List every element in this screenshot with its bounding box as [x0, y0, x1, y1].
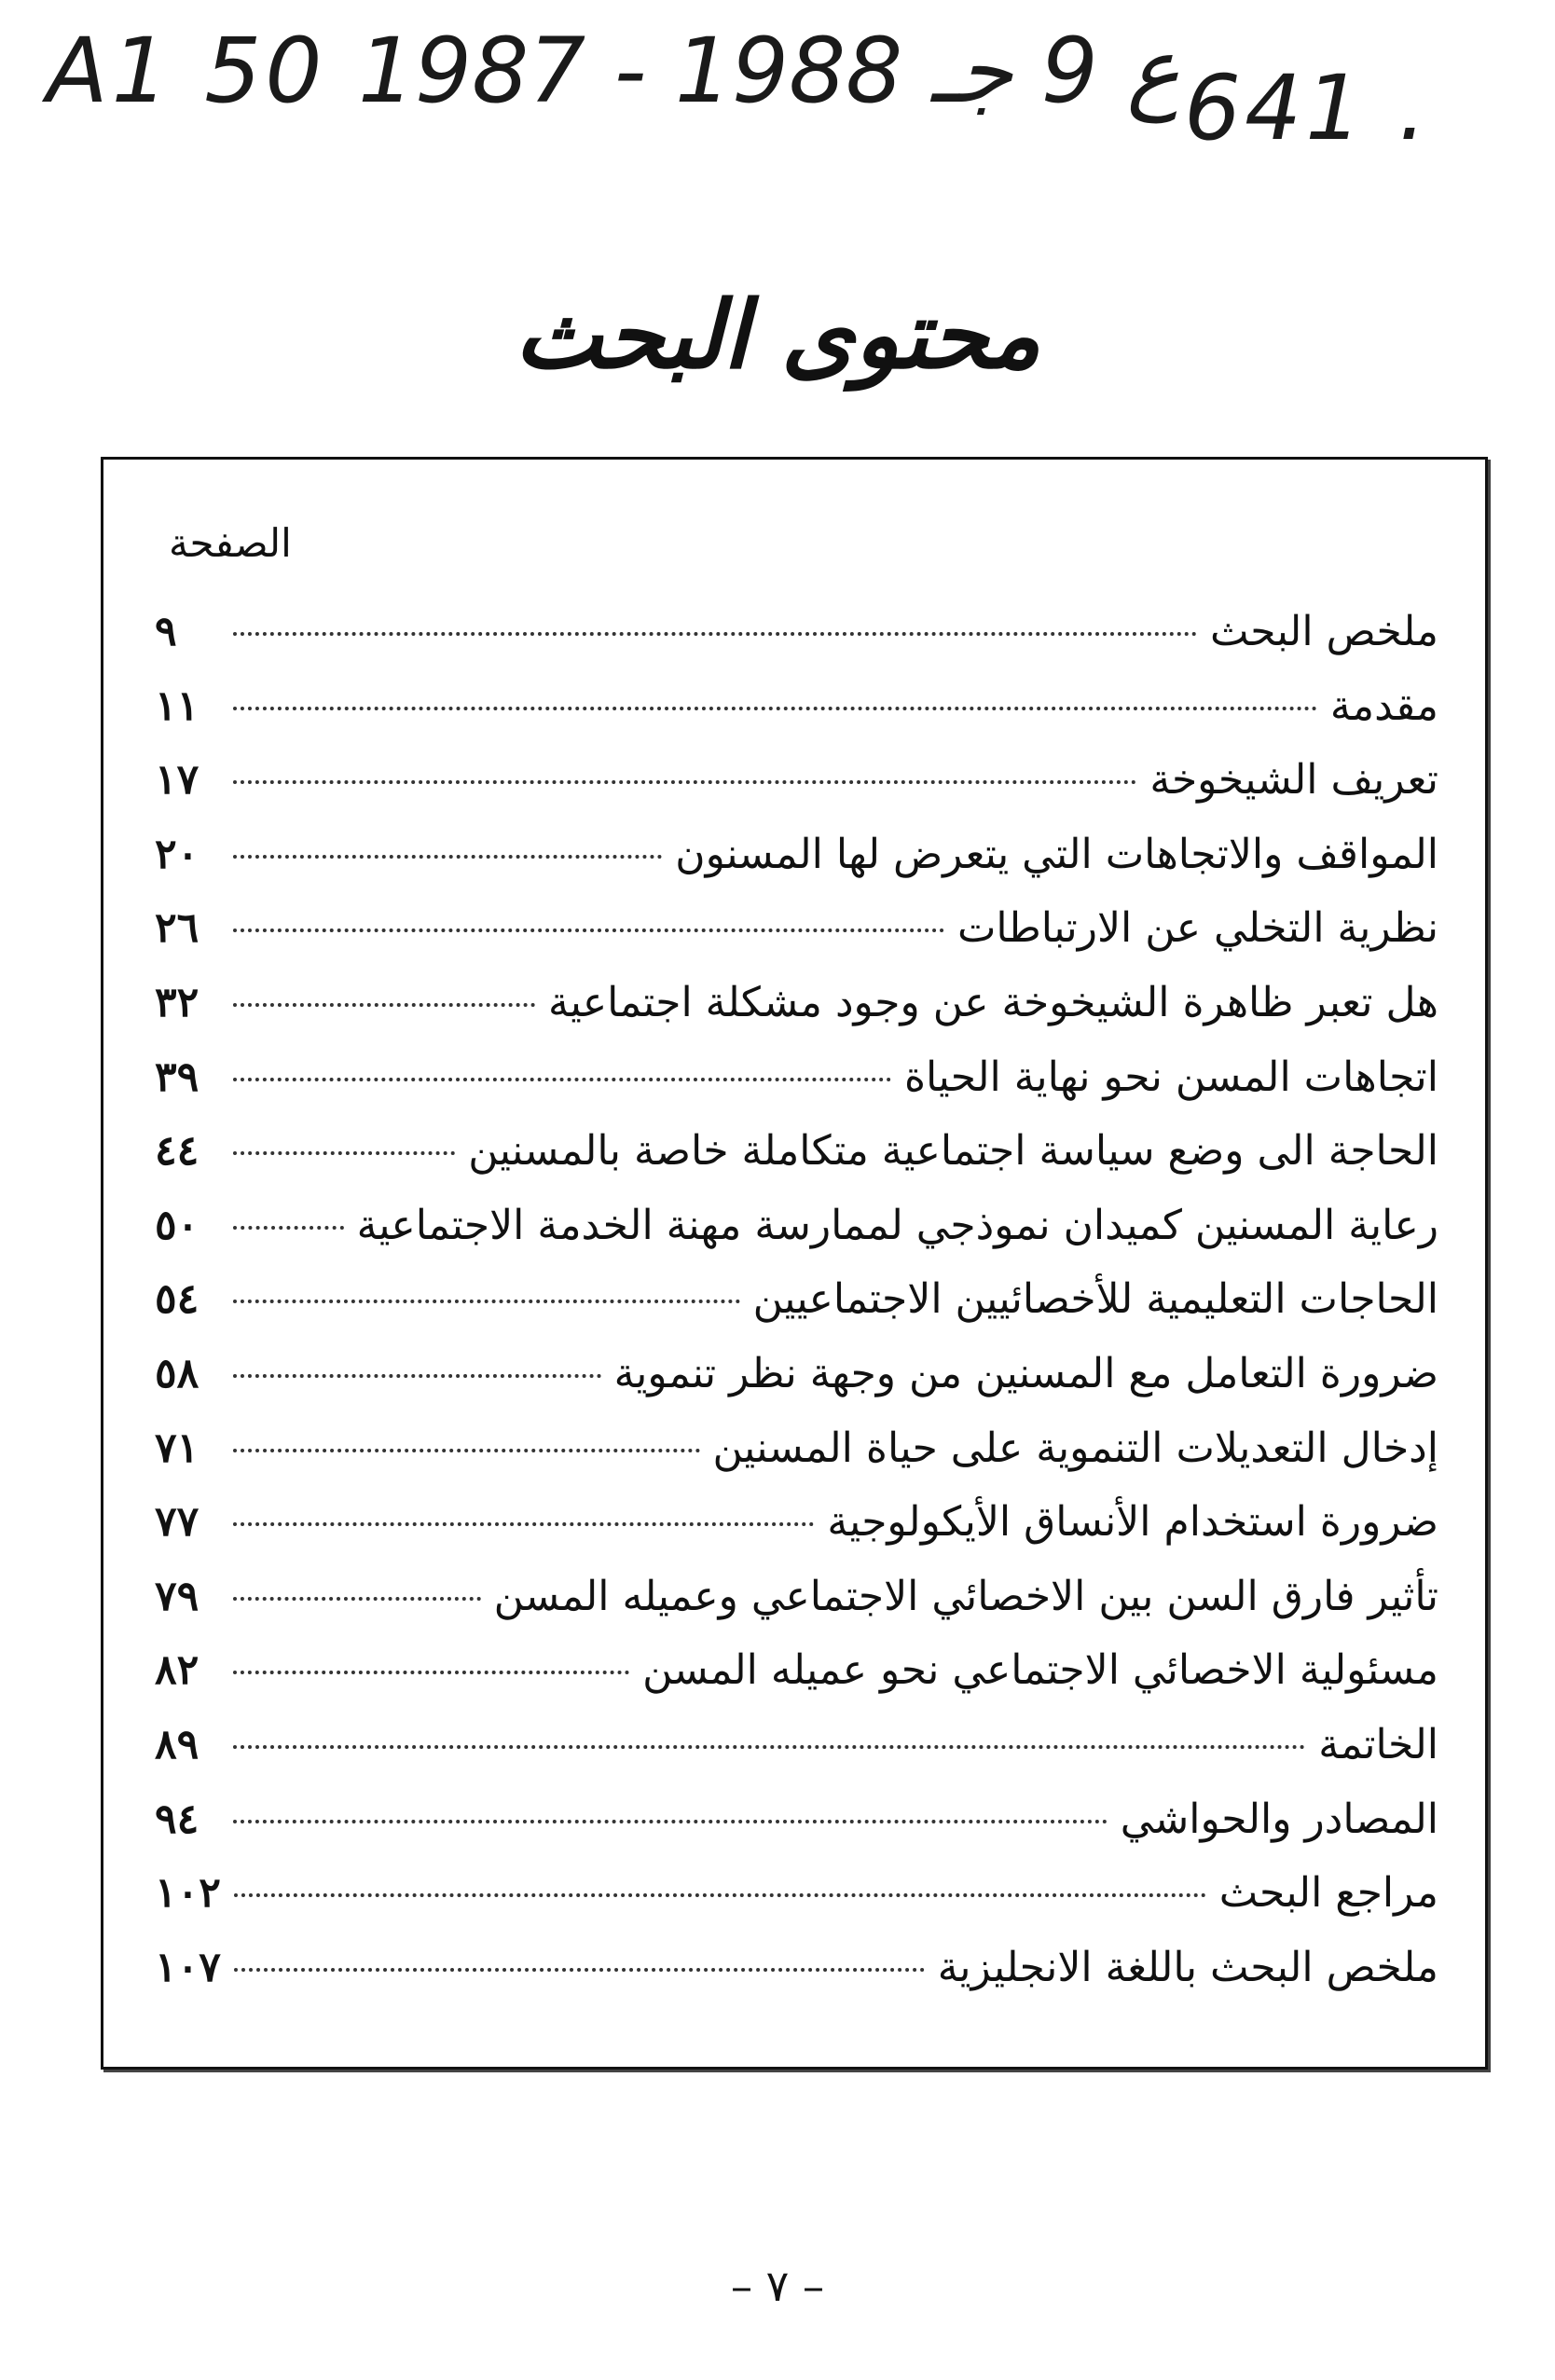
toc-entry-page: ٩ — [155, 608, 177, 655]
toc-entry-page: ٤٤ — [155, 1127, 200, 1176]
toc-page-column-header: الصفحة — [169, 520, 292, 566]
dot-leader — [233, 1003, 535, 1007]
toc-entry — [155, 891, 1438, 966]
toc-entry-page: ١٠٧ — [155, 1943, 221, 1991]
toc-entry-page: ٢٠ — [155, 830, 200, 878]
toc-entry-title: مراجع البحث — [1218, 1869, 1438, 1918]
toc-entry-title: المصادر والحواشي — [1120, 1795, 1438, 1843]
dot-leader — [233, 1745, 1305, 1749]
toc-entry-page: ٩٤ — [155, 1795, 200, 1843]
dot-leader — [233, 855, 662, 859]
dot-leader — [233, 1449, 700, 1452]
toc-entry — [155, 1931, 1438, 2005]
toc-entry-page: ٣٢ — [155, 978, 200, 1026]
toc-entry — [155, 1633, 1438, 1708]
table-of-contents — [101, 457, 1488, 2070]
toc-entry-page: ٧١ — [155, 1424, 200, 1472]
handwritten-annotation-left: A1 50 ع 9 جـ 1988 - 1987 — [47, 19, 1180, 123]
toc-entry — [155, 966, 1438, 1040]
dot-leader — [233, 1226, 344, 1230]
toc-entry-title: هل تعبر ظاهرة الشيخوخة عن وجود مشكلة اجتماعية — [548, 978, 1438, 1026]
toc-entry — [155, 1560, 1438, 1634]
toc-entry-title: تعريف الشيخوخة — [1149, 756, 1438, 805]
toc-entry — [155, 1411, 1438, 1486]
toc-entry-page: ٧٧ — [155, 1498, 200, 1547]
dot-leader — [233, 707, 1317, 710]
page-number: – ٧ – — [731, 2261, 824, 2311]
toc-entry — [155, 1856, 1438, 1931]
toc-entry — [155, 743, 1438, 818]
toc-entry — [155, 1708, 1438, 1782]
toc-entry-title: مسئولية الاخصائي الاجتماعي نحو عميله المسن — [642, 1646, 1438, 1695]
toc-entry-title: رعاية المسنين كميدان نموذجي لممارسة مهنة الخدمة الاجتماعية — [356, 1201, 1438, 1249]
toc-entry-title: ضرورة استخدام الأنساق الأيكولوجية — [827, 1498, 1438, 1547]
toc-entry-title: مقدمة — [1329, 681, 1438, 730]
page-title: محتوى البحث — [514, 280, 1041, 390]
toc-entry — [155, 1189, 1438, 1263]
toc-entry-title: الحاجة الى وضع سياسة اجتماعية متكاملة خاصة بالمسنين — [468, 1127, 1438, 1176]
toc-entry-title: الخاتمة — [1318, 1720, 1438, 1768]
toc-list — [155, 595, 1438, 2004]
dot-leader — [233, 1151, 455, 1155]
dot-leader — [233, 1671, 629, 1674]
toc-entry-title: ضرورة التعامل مع المسنين من وجهة نظر تنموية — [613, 1349, 1438, 1397]
toc-entry — [155, 595, 1438, 669]
dot-leader — [233, 780, 1136, 784]
handwritten-annotation-right: 641 . — [1184, 56, 1431, 160]
toc-entry-title: تأثير فارق السن بين الاخصائي الاجتماعي وعميله المسن — [493, 1572, 1438, 1620]
dot-leader — [233, 1374, 601, 1378]
toc-entry — [155, 818, 1438, 892]
toc-entry — [155, 1114, 1438, 1189]
dot-leader — [233, 929, 944, 932]
toc-entry — [155, 1337, 1438, 1411]
toc-entry-page: ٧٩ — [155, 1572, 200, 1620]
dot-leader — [234, 1893, 1206, 1897]
toc-entry — [155, 669, 1438, 744]
toc-entry-page: ١٠٢ — [155, 1869, 221, 1918]
dot-leader — [233, 1300, 740, 1303]
toc-entry-page: ١١ — [155, 681, 200, 730]
toc-entry — [155, 1040, 1438, 1115]
toc-entry-page: ١٧ — [155, 756, 200, 805]
dot-leader — [233, 1522, 814, 1526]
toc-entry-page: ٣٩ — [155, 1052, 200, 1101]
toc-entry-title: ملخص البحث باللغة الانجليزية — [937, 1943, 1438, 1991]
toc-entry-title: ملخص البحث — [1210, 608, 1438, 655]
toc-entry-title: المواقف والاتجاهات التي يتعرض لها المسنون — [675, 830, 1438, 878]
toc-entry-page: ٥٤ — [155, 1275, 200, 1324]
toc-entry — [155, 1782, 1438, 1857]
dot-leader — [233, 1597, 481, 1601]
toc-entry-page: ٢٦ — [155, 904, 200, 953]
toc-entry-title: إدخال التعديلات التنموية على حياة المسنين — [712, 1424, 1438, 1472]
toc-entry-page: ٥٨ — [155, 1349, 200, 1397]
toc-entry-title: نظرية التخلي عن الارتباطات — [956, 904, 1438, 953]
dot-leader — [233, 1078, 891, 1081]
dot-leader — [233, 632, 1197, 636]
toc-entry-page: ٨٢ — [155, 1646, 200, 1695]
dot-leader — [233, 1820, 1108, 1823]
toc-entry-page: ٨٩ — [155, 1720, 200, 1768]
toc-entry — [155, 1262, 1438, 1337]
toc-entry-title: اتجاهات المسن نحو نهاية الحياة — [904, 1052, 1438, 1101]
toc-entry-page: ٥٠ — [155, 1201, 200, 1249]
toc-entry-title: الحاجات التعليمية للأخصائيين الاجتماعيين — [752, 1275, 1438, 1324]
toc-entry — [155, 1485, 1438, 1560]
dot-leader — [234, 1968, 925, 1972]
